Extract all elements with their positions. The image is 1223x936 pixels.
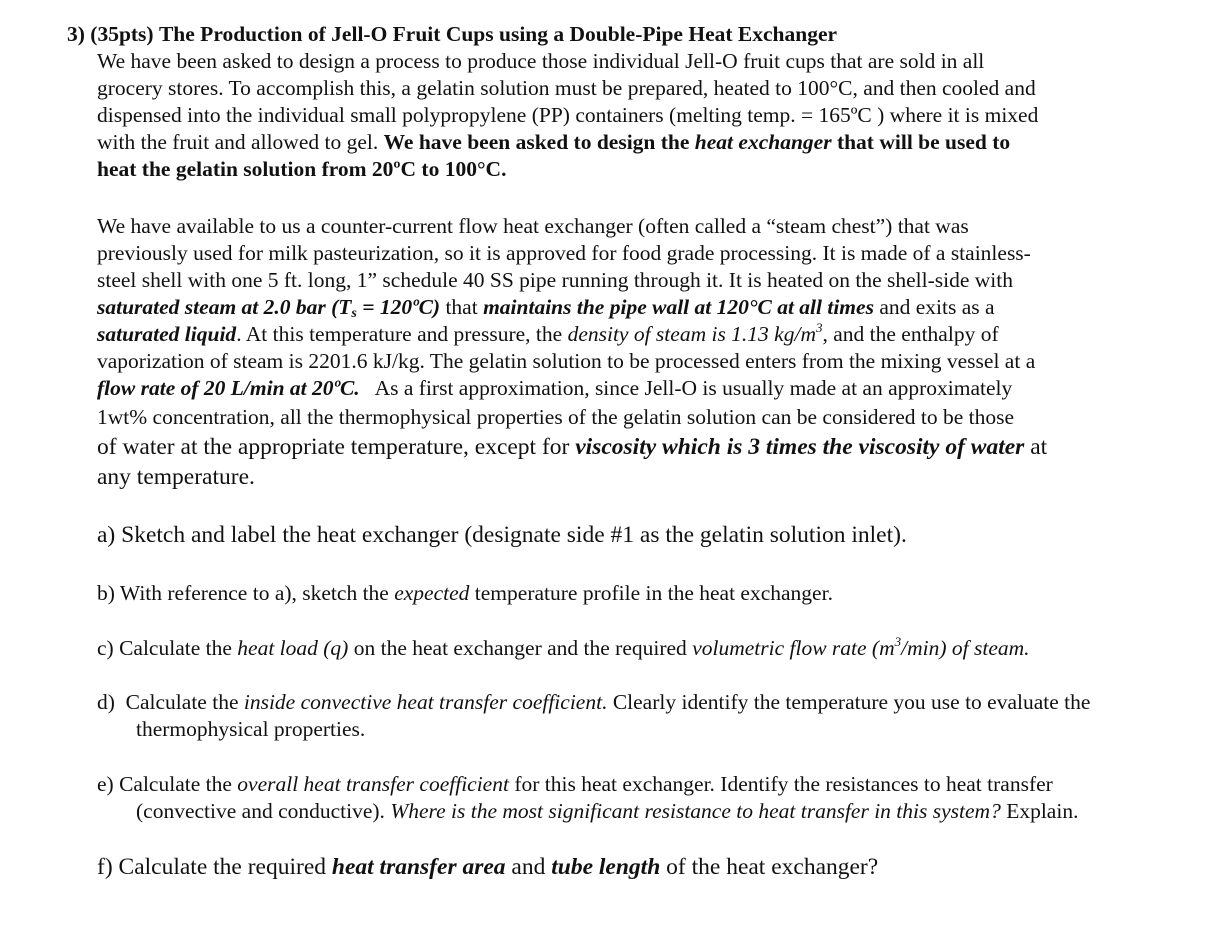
body-line-7 <box>97 374 1012 402</box>
part-e-mid: for this heat exchanger. Identify the resistances to heat transfer <box>508 772 1053 796</box>
part-f-length: tube length <box>551 854 661 880</box>
part-e-coefficient: overall heat transfer coefficient <box>237 772 509 796</box>
part-c-flow-rate-end: /min) of steam. <box>901 636 1030 660</box>
part-d <box>97 688 1090 716</box>
saturated-liquid: saturated liquid <box>97 322 237 346</box>
steam-temp-subscript: s <box>351 306 357 321</box>
part-f-area: heat transfer area <box>331 854 506 880</box>
part-b <box>97 579 833 607</box>
part-c <box>97 634 1030 662</box>
part-f-and: and <box>505 854 552 880</box>
part-d-coefficient: inside convective heat transfer coefficient. <box>243 690 608 714</box>
part-d-line-2: thermophysical properties. <box>136 717 366 741</box>
part-a: a) Sketch and label the heat exchanger (designate side #1 as the gelatin solution inlet). <box>97 522 907 548</box>
body-line-5-text: . At this temperature and pressure, the <box>236 322 568 346</box>
intro-line-4-text: with the fruit and allowed to gel. <box>97 130 384 154</box>
part-e-explain: Explain. <box>1000 799 1079 823</box>
part-c-text: c) Calculate the <box>97 636 238 660</box>
part-f <box>97 853 878 881</box>
part-c-mid: on the heat exchanger and the required <box>348 636 693 660</box>
steam-condition: saturated steam at 2.0 bar (T <box>97 295 352 319</box>
intro-line-1: We have been asked to design a process to produce those individual Jell-O fruit cups that are sold in all <box>97 49 985 73</box>
intro-line-3: dispensed into the individual small polypropylene (PP) containers (melting temp. = 165ºC ) where it is mixed <box>97 103 1039 127</box>
part-c-flow-rate: volumetric flow rate (m <box>692 636 895 660</box>
part-d-mid: Clearly identify the temperature you use to evaluate the <box>607 690 1091 714</box>
part-d-text: d) Calculate the <box>97 690 244 714</box>
task-heat-exchanger: heat exchanger <box>694 130 832 154</box>
part-e <box>97 770 1053 798</box>
body-line-10: any temperature. <box>97 464 255 490</box>
part-c-exponent: 3 <box>894 634 902 649</box>
task-statement: We have been asked to design the <box>383 130 695 154</box>
body-line-5-end: , and the enthalpy of <box>822 322 999 346</box>
intro-line-2: grocery stores. To accomplish this, a gelatin solution must be prepared, heated to 100°C, and then cooled and <box>97 76 1036 100</box>
problem-heading <box>67 20 837 48</box>
body-line-9-end: at <box>1024 434 1048 460</box>
task-statement-end: that will be used to <box>831 130 1011 154</box>
body-line-7-text: As a first approximation, since Jell-O is usually made at an approximately <box>359 376 1013 400</box>
steam-density: density of steam is 1.13 kg/m <box>567 322 816 346</box>
body-line-9-text: of water at the appropriate temperature, except for <box>97 434 576 460</box>
problem-title: The Production of Jell-O Fruit Cups using a Double-Pipe Heat Exchanger <box>158 22 838 46</box>
body-line-9 <box>97 433 1047 461</box>
body-line-6: vaporization of steam is 2201.6 kJ/kg. The gelatin solution to be processed enters from the mixing vessel at a <box>97 349 1036 373</box>
part-c-heat-load: heat load (q) <box>237 636 349 660</box>
intro-line-5 <box>97 155 506 183</box>
part-e-resistances: (convective and conductive). <box>136 799 391 823</box>
task-temperature-range: heat the gelatin solution from 20ºC to 100°C. <box>97 157 507 181</box>
intro-line-4 <box>97 128 1010 156</box>
part-b-end: temperature profile in the heat exchanger. <box>469 581 833 605</box>
part-e-line-2 <box>136 797 1078 825</box>
steam-temp: = 120ºC) <box>356 295 441 319</box>
body-line-4-end: and exits as a <box>873 295 995 319</box>
part-b-text: b) With reference to a), sketch the <box>97 581 395 605</box>
body-line-1: We have available to us a counter-current flow heat exchanger (often called a “steam chest”) that was <box>97 214 969 238</box>
body-line-2: previously used for milk pasteurization, so it is approved for food grade processing. It is made of a stainless- <box>97 241 1031 265</box>
part-e-text: e) Calculate the <box>97 772 238 796</box>
pipe-wall-condition: maintains the pipe wall at 120°C at all times <box>483 295 874 319</box>
part-b-expected: expected <box>394 581 470 605</box>
part-f-end: of the heat exchanger? <box>660 854 879 880</box>
body-line-8: 1wt% concentration, all the thermophysical properties of the gelatin solution can be considered to be those <box>97 405 1015 429</box>
body-line-5 <box>97 320 999 348</box>
steam-density-exponent: 3 <box>815 320 823 335</box>
problem-number: 3) (35pts) <box>67 22 154 46</box>
body-line-4 <box>97 293 995 321</box>
flow-rate: flow rate of 20 L/min at 20ºC. <box>97 376 360 400</box>
body-line-3: steel shell with one 5 ft. long, 1” schedule 40 SS pipe running through it. It is heated on the shell-side with <box>97 268 1013 292</box>
part-f-text: f) Calculate the required <box>97 854 332 880</box>
part-e-question: Where is the most significant resistance to heat transfer in this system? <box>390 799 1001 823</box>
viscosity-note: viscosity which is 3 times the viscosity of water <box>575 434 1025 460</box>
body-line-4-text: that <box>440 295 484 319</box>
